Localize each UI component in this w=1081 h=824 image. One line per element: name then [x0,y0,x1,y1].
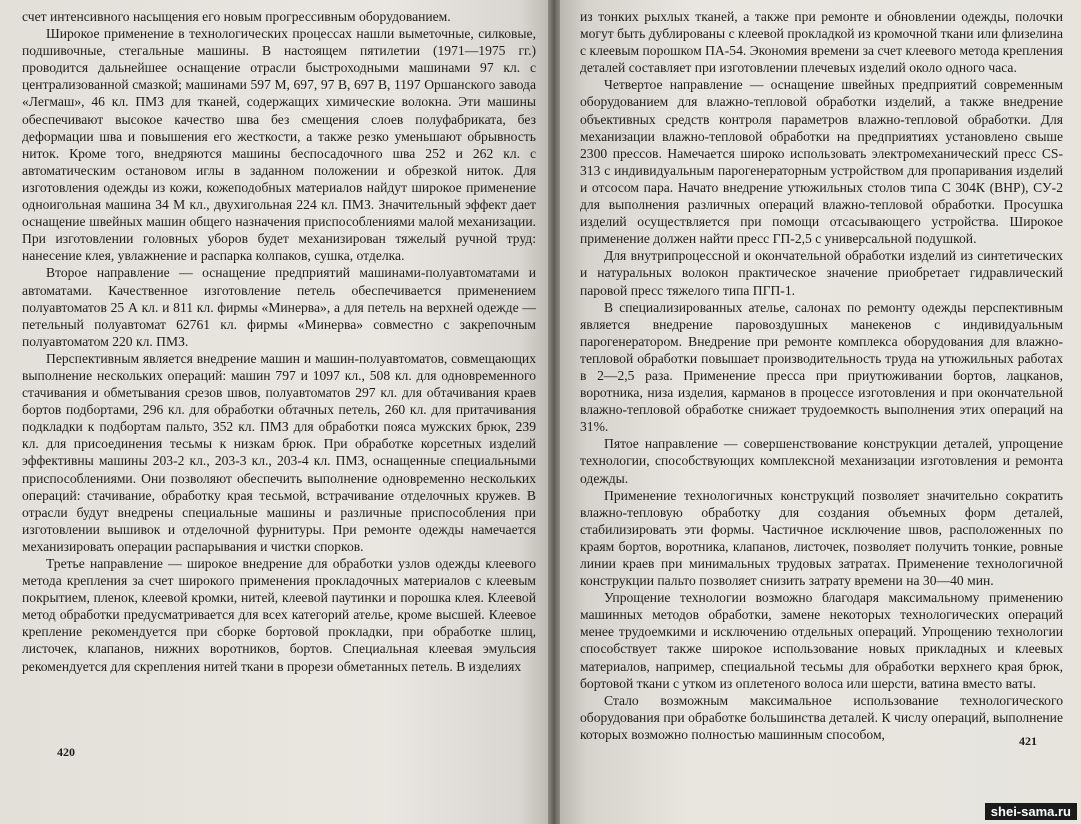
site-watermark: shei-sama.ru [985,803,1077,820]
right-page [560,0,1081,824]
left-paragraph-1: счет интенсивного насыщения его новым прогрессивным оборудованием. [22,9,451,24]
right-paragraph-8: Стало возможным максимальное использование технологического оборудования при обработке большинства деталей. К числу операций, выполнение которых возможно полностью машинным способом, [580,692,1063,742]
left-paragraph-4: Перспективным является внедрение машин и машин-полуавтоматов, совмещающих выполнение нескольких операций: машин 797 и 1097 кл., 508 кл. для одновременного стачивания и обметывания срезов швов, полуавтоматов 297 кл. для обтачивания краев бортов подбортами, 296 кл. для обработки обтачных петель, 260 кл. для притачивания подкладки к подбортам пальто, 352 кл. ПМЗ для обработки пояса мужских брюк, 239 кл. для присоединения тесьмы к низкам брюк. При обработке корсетных изделий эффективны машины 203-2 кл., 203-3 кл., 203-4 кл. ПМЗ, оснащенные специальными приспособлениями. Они позволяют обеспечить выполнение одновременно нескольких операций: стачивание, обработку края тесьмой, встрачивание отделочных кружев. В отрасли будут внедрены специальные машины и различные приспособления при изготовлении вышивок и отделочной фурнитуры. При ремонте одежды намечается механизировать операции распарывания и чистки спорков. [22,350,536,554]
right-paragraph-1: из тонких рыхлых тканей, а также при ремонте и обновлении одежды, полочки могут быть дублированы с клеевой прокладкой из кромочной ткани или флизелина с клеевым порошком ПА-54. Экономия времени за счет клеевого метода крепления деталей составляет при изготовлении плечевых изделий около одного часа. [580,9,1063,76]
right-paragraph-6: Применение технологичных конструкций позволяет значительно сократить влажно-тепловую обработку для создания объемных форм деталей, стабилизировать эти формы. Частичное исключение швов, расположенных по краям бортов, воротника, клапанов, листочек, позволяет получить тонкие, ровные линии краев при минимальных трудовых затратах. Применение технологичной конструкции пальто позволяет снизить затрату времени на 30—40 мин. [580,487,1063,589]
right-paragraph-5: Пятое направление — совершенствование конструкции деталей, упрощение технологии, способствующих комплексной механизации изготовления и ремонта одежды. [580,436,1063,486]
book-gutter [548,0,560,824]
right-page-number: 421 [1019,734,1037,748]
right-paragraph-2: Четвертое направление — оснащение швейных предприятий современным оборудованием для влажно-тепловой обработки изделий, а также внедрение объективных средств контроля параметров влажно-тепловой обработки. Для механизации влажно-тепловой обработки на предприятиях установлено свыше 2300 прессов. Намечается широко использовать электромеханический пресс CS-313 с индивидуальным парогенераторным устройством для пропаривания изделий и отсосом пара. Начато внедрение утюжильных столов типа С 304К (ВНР), СУ-2 для выполнения различных операций влажно-тепловой обработки. Просушка изделий осуществляется при помощи отсасывающего устройства. Широкое применение должен найти пресс ГП-2,5 с универсальной подушкой. [580,77,1063,247]
left-paragraph-3: Второе направление — оснащение предприятий машинами-полуавтоматами и автоматами. Качественное изготовление петель обеспечивается применением полуавтоматов 25 А кл. и 811 кл. фирмы «Минерва», а для петель на верхней одежде — петельный полуавтомат 62761 кл. фирмы «Минерва» совместно с закрепочным полуавтоматом 220 кл. ПМЗ. [22,265,536,349]
left-paragraph-5: Третье направление — широкое внедрение для обработки узлов одежды клеевого метода крепления за счет широкого применения прокладочных материалов с клеевым покрытием, пленок, клеевой кромки, нитей, клеевой паутинки и порошка клея. Клеевой метод обработки предусматривается для всех категорий ателье, кроме высшей. Клеевое крепление рекомендуется при сборке бортовой прокладки, при обработке шлиц, листочек, клапанов, нижних воротников, бортов. Специальная клеевая эмульсия рекомендуется для скрепления нитей ткани в прорези обметанных петель. В изделиях [22,556,536,674]
right-paragraph-3: Для внутрипроцессной и окончательной обработки изделий из синтетических и натуральных волокон практическое значение приобретает гидравлический паровой пресс тяжелого типа ПГП-1. [580,248,1063,298]
left-paragraph-2: Широкое применение в технологических процессах нашли выметочные, силковые, подшивочные, стегальные машины. В настоящем пятилетии (1971—1975 гг.) проводится дальнейшее оснащение отрасли быстроходными машинами 97 кл. с централизованной смазкой; машинами 597 М, 697, 97 В, 697 В, 1197 Оршанского завода «Легмаш», 46 кл. ПМЗ для тканей, содержащих химические волокна. Эти машины обеспечивают высокое качество шва без смещения слоев полуфабриката, без деформации шва и повышения его жесткости, а также резко уменьшают обрывность ниток. Кроме того, внедряются машины беспосадочного шва 252 и 262 кл. с автоматическим остановом иглы в заданном положении и обрезкой ниток. Для изготовления одежды из кожи, кожеподобных материалов найдут широкое применение одноигольная машина 34 М кл., двухигольная 224 кл. ПМЗ. Значительный эффект дает оснащение швейных машин общего назначения приспособлениями малой механизации. При изготовлении головных уборов будет механизирован тяжелый ручной труд: нанесение клея, увлажнение и распарка колпаков, сушка, отделка. [22,26,536,264]
right-paragraph-7: Упрощение технологии возможно благодаря максимальному применению машинных методов обработки, замене некоторых технологических операций менее трудоемкими и исключению отдельных операций. Упрощению технологии способствует также широкое использование новых прикладных и клеевых материалов, например, специальной тесьмы для обработки верхнего края брюк, бортовой ткани с утком из оплетеного волоса или шерсти, ватина вместо ваты. [580,590,1063,691]
left-page-number: 420 [57,745,75,759]
right-paragraph-4: В специализированных ателье, салонах по ремонту одежды перспективным является внедрение паровоздушных манекенов с индивидуальным парогенератором. Внедрение при ремонте комплекса оборудования для влажно-тепловой обработки повышает производительность труда на утюжильных работах в 2—2,5 раза. Применение пресса при приутюживании бортов, лацканов, воротника, низа изделия, карманов в процессе изготовления и при окончательной влажно-тепловой обработке снижает трудоемкость выполнения этих операций на 31%. [580,299,1063,435]
